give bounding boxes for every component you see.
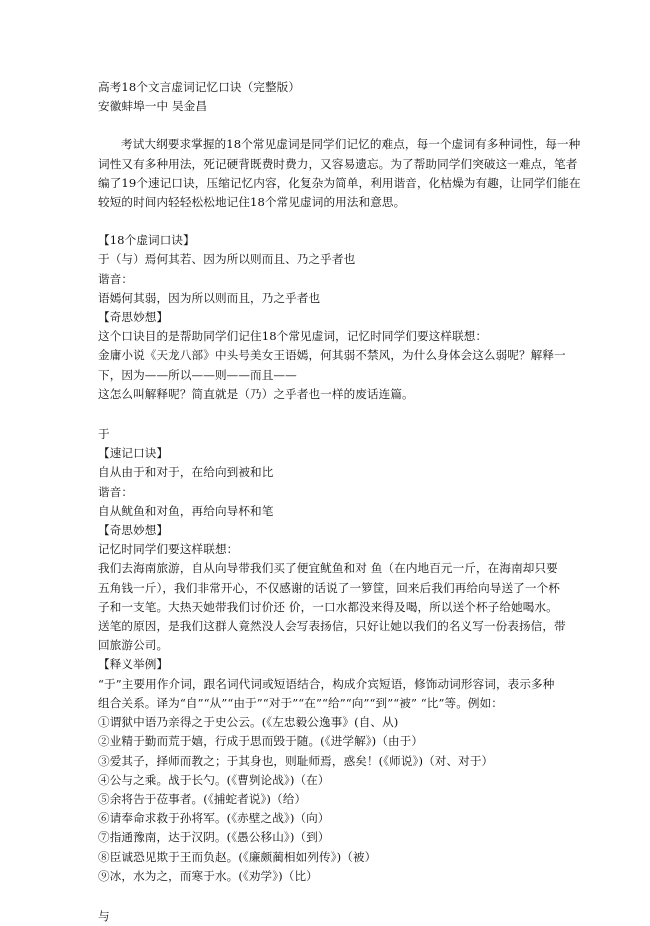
word-heading-yu: 于 bbox=[98, 427, 110, 442]
examples-intro-line: 组合关系。译为“自”“从”“由于”“对于”“在”“给”“向”“到”“被” “比”等。例如： bbox=[98, 695, 503, 710]
example-item: ⑥请奉命求救于孙将军。(《赤壁之战》)（向） bbox=[98, 811, 330, 826]
story-line: 子和一支笔。大热天她带我们讨价还 价，一口水都没来得及喝，所以送个杯子给她喝水。 bbox=[98, 599, 558, 614]
example-item: ④公与之乘。战于长勺。(《曹刿论战》)（在） bbox=[98, 772, 330, 787]
tip-intro: 记忆时同学们要这样联想： bbox=[98, 542, 239, 557]
word-heading-yu2: 与 bbox=[98, 908, 110, 923]
story-line: 五角钱一斤），我们非常开心，不仅感谢的话说了一箩筐，回来后我们再给向导送了一个杯 bbox=[98, 580, 560, 595]
example-item: ⑤余将告于莅事者。(《捕蛇者说》)（给） bbox=[98, 791, 307, 806]
section-heading-formula: 【18个虚词口诀】 bbox=[98, 233, 195, 248]
tip-line: 下，因为——所以——则——而且—— bbox=[98, 367, 297, 382]
example-item: ①谓狱中语乃亲得之于史公云。(《左忠毅公逸事》(自、从) bbox=[98, 715, 399, 730]
quick-heading: 【速记口诀】 bbox=[98, 446, 169, 461]
tip-heading: 【奇思妙想】 bbox=[98, 523, 169, 538]
examples-intro-line: “于”主要用作介词，跟名词代词或短语结合，构成介宾短语，修饰动词形容词，表示多种 bbox=[98, 676, 555, 691]
intro-paragraph: 考试大纲要求掌握的18个常见虚词是同学们记忆的难点，每一个虚词有多种词性，每一种词性又有多种用法，死记硬背既费时费力，又容易遗忘。为了帮助同学们突破这一难点，笔者编了19个速记口诀，压缩记忆内容，化复杂为简单，利用谐音，化枯燥为有趣，让同学们能在较短的时间内轻轻松松地记住18个常见虚词的用法和意思。 bbox=[98, 137, 581, 210]
story-line: 送笔的原因，是我们这群人竟然没人会写表扬信，只好让她以我们的名义写一份表扬信，带 bbox=[98, 619, 566, 634]
homophone-label: 谐音： bbox=[98, 271, 134, 286]
author-line: 安徽蚌埠一中 吴金昌 bbox=[98, 99, 208, 114]
document-page bbox=[98, 78, 584, 926]
homophone-label: 谐音： bbox=[98, 484, 134, 499]
example-item: ⑨冰，水为之，而寒于水。(《劝学》)（比） bbox=[98, 868, 318, 883]
example-item: ②业精于勤而荒于嬉，行成于思而毁于随。(《进学解》)（由于） bbox=[98, 734, 424, 749]
tip-heading: 【奇思妙想】 bbox=[98, 310, 169, 325]
example-item: ⑧臣诚恐见欺于王而负赵。(《廉颇蔺相如列传》)（被） bbox=[98, 849, 377, 864]
examples-heading: 【释义举例】 bbox=[98, 657, 169, 672]
document-title: 高考18个文言虚词记忆口诀（完整版） bbox=[98, 80, 301, 94]
homophone-text: 自从鱿鱼和对鱼，再给向导杯和笔 bbox=[98, 503, 274, 518]
tip-line: 金庸小说《天龙八部》中头号美女王语嫣，何其弱不禁风，为什么身体会这么弱呢？解释一 bbox=[98, 348, 566, 363]
quick-formula: 自从由于和对于，在给向到被和比 bbox=[98, 465, 274, 480]
formula-text: 于（与）焉何其若、因为所以则而且、乃之乎者也 bbox=[98, 252, 356, 267]
story-line: 回旅游公司。 bbox=[98, 638, 169, 653]
tip-line: 这怎么叫解释呢？简直就是（乃）之乎者也一样的废话连篇。 bbox=[98, 386, 414, 401]
tip-line: 这个口诀目的是帮助同学们记住18个常见虚词，记忆时同学们要这样联想： bbox=[98, 329, 488, 344]
example-item: ⑦指通豫南，达于汉阴。(《愚公移山》)（到） bbox=[98, 830, 330, 845]
homophone-text: 语嫣何其弱，因为所以则而且，乃之乎者也 bbox=[98, 290, 321, 305]
example-item: ③爱其子，择师而教之；于其身也，则耻师焉，惑矣！(《师说》)（对、对于） bbox=[98, 753, 494, 768]
story-line: 我们去海南旅游，自从向导带我们买了便宜鱿鱼和对 鱼（在内地百元一斤，在海南却只要 bbox=[98, 561, 558, 576]
